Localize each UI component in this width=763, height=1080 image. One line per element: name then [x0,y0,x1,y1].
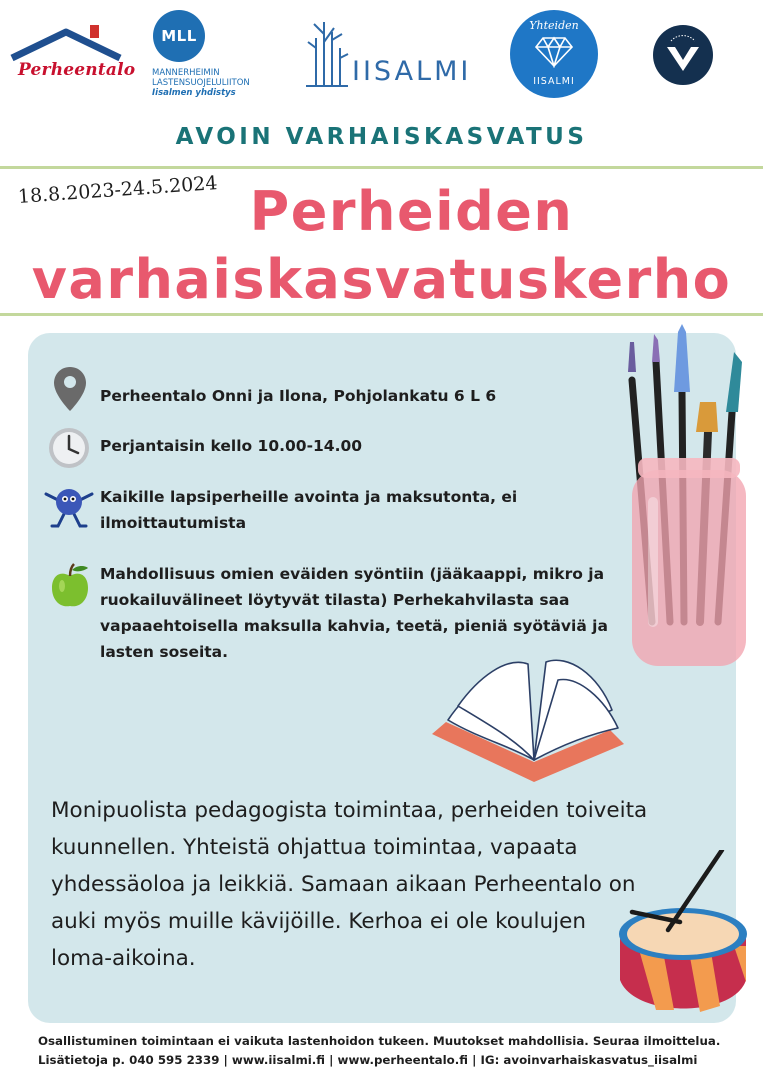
location-text: Perheentalo Onni ja Ilona, Pohjolankatu 6 L 6 [100,387,497,405]
perheentalo-logo [6,22,136,86]
footer-note: Osallistuminen toimintaan ei vaikuta lastenhoidon tukeen. Muutokset mahdollisia. Seuraa ilmoittelua. [38,1034,721,1048]
iisalmi-logo [300,14,470,90]
veikkaus-v-icon [653,25,713,85]
mascot-icon [42,484,96,528]
mll-badge: MLL [153,10,205,62]
food-text: Mahdollisuus omien eväiden syöntiin (jääkaappi, mikro ja ruokailuvälineet löytyvät tilasta) Perhekahvilasta saa vapaaehtoisella maksulla kahvia, teetä, pieniä syötäviä ja lasten soseita. [100,565,608,661]
yhteiden-logo-top: Yhteiden [529,19,579,32]
top-divider [0,166,763,169]
time-text: Perjantaisin kello 10.00-14.00 [100,437,363,455]
apple-icon [50,562,90,610]
iisalmi-logo-text: IISALMI [352,56,472,87]
birch-tree-icon [302,14,352,88]
mll-logo [152,10,262,96]
clock-icon [47,426,91,470]
page-title-line2: varhaiskasvatuskerho [31,248,732,311]
date-range: 18.8.2023-24.5.2024 [17,172,219,208]
page-title-line1: Perheiden [249,180,574,243]
paint-brush-jar-icon [622,322,756,672]
footer-contacts: Lisätietoja p. 040 595 2339 | www.iisalmi.fi | www.perheentalo.fi | IG: avoinvarhaiskasvatus_iisalmi [38,1053,698,1067]
kicker-heading: AVOIN VARHAISKASVATUS [175,124,588,150]
description-text: Monipuolista pedagogista toimintaa, perheiden toiveita kuunnellen. Yhteistä ohjattua toimintaa, vapaata yhdessäoloa ja leikkiä. Samaan aikaan Perheentalo on auki myös muille kävijöille. Kerhoa ei ole koulujen loma-aikoina. [51,798,648,971]
mll-line1: MANNERHEIMIN [152,68,220,78]
perheentalo-logo-text: Perheentalo [18,60,136,80]
diamond-icon [535,36,573,68]
bottom-divider [0,313,763,316]
audience-text: Kaikille lapsiperheille avointa ja maksutonta, ei ilmoittautumista [100,488,518,532]
house-roof-icon [6,22,126,62]
location-pin-icon [52,365,88,413]
veikkaus-support-logo [653,25,713,85]
open-book-icon [428,650,628,790]
yhteiden-iisalmi-logo [510,10,598,98]
drum-icon [604,850,754,1022]
mll-line2: LASTENSUOJELULIITON [152,78,250,88]
yhteiden-logo-bottom: IISALMI [533,76,575,87]
mll-line3: Iisalmen yhdistys [152,88,236,98]
